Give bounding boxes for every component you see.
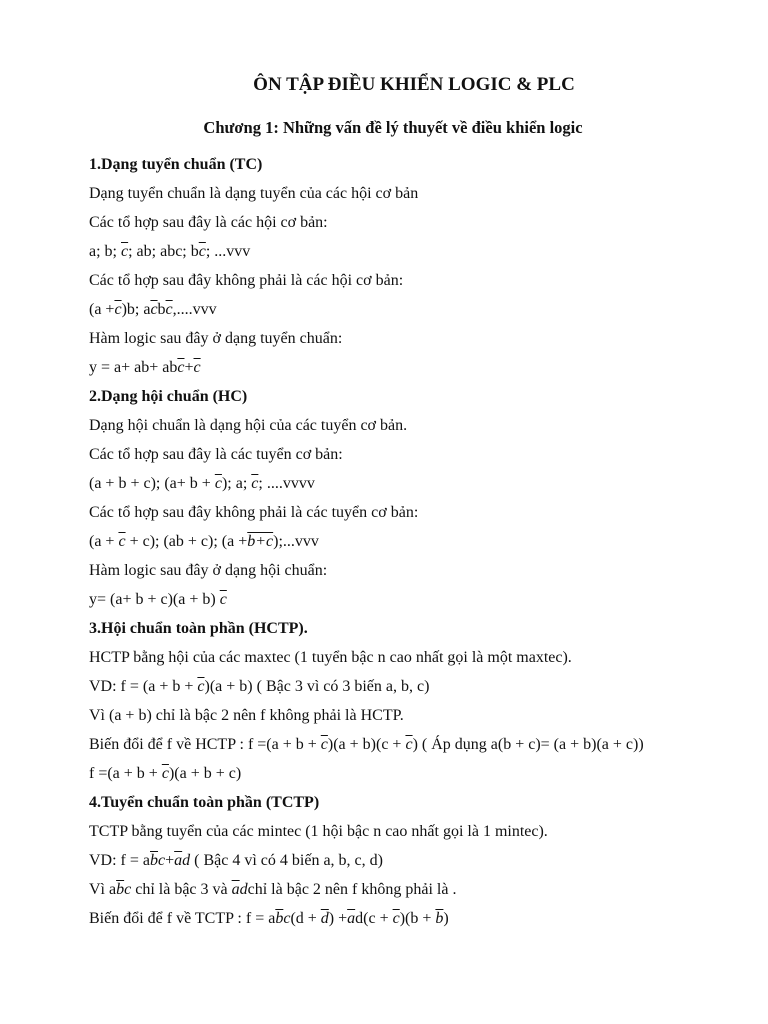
text-segment: Hàm logic sau đây ở dạng hội chuẩn: <box>89 562 328 579</box>
text-segment: Dạng hội chuẩn là dạng hội của các tuyển cơ bản. <box>89 417 408 434</box>
variable: c <box>283 910 291 927</box>
text-segment: Các tổ hợp sau đây không phải là các hội cơ bản: <box>89 272 404 289</box>
text-segment: HCTP bằng hội của các maxtec (1 tuyển bậc n cao nhất gọi là một maxtec). <box>89 649 572 666</box>
text-line <box>89 705 759 734</box>
text-segment: y = a+ ab+ ab <box>89 359 178 376</box>
negated-variable: $\overline{c}$ <box>118 533 126 550</box>
variable: d <box>182 852 191 869</box>
text-segment: 3.Hội chuẩn toàn phần (HCTP). <box>89 620 308 637</box>
text-segment: TCTP bằng tuyển của các mintec (1 hội bậc n cao nhất gọi là 1 mintec). <box>89 823 548 840</box>
text-line <box>89 502 759 531</box>
text-segment: (a + <box>89 301 115 318</box>
document-title: ÔN TẬP ĐIỀU KHIỂN LOGIC & PLC <box>253 74 575 95</box>
negated-variable: $\overline{c}$ <box>150 301 158 318</box>
text-segment: Hàm logic sau đây ở dạng tuyển chuẩn: <box>89 330 343 347</box>
text-segment: 1.Dạng tuyển chuẩn (TC) <box>89 156 263 173</box>
text-segment: ) ( Áp dụng a(b + c)= (a + b)(a + c)) <box>412 736 644 753</box>
text-line <box>89 560 759 589</box>
negated-variable: $\overline{c}$ <box>219 591 227 608</box>
variable: d <box>239 881 248 898</box>
text-segment: (a + b + c); (a+ b + <box>89 475 215 492</box>
text-line <box>89 879 759 908</box>
text-segment: )b; a <box>121 301 151 318</box>
negated-variable: $\overline{a}$ <box>231 881 240 898</box>
text-segment: b <box>157 301 166 318</box>
text-segment: d(c + <box>355 910 393 927</box>
text-line <box>89 589 759 618</box>
text-line <box>89 270 759 299</box>
text-line <box>89 734 759 763</box>
text-segment: + <box>184 359 194 376</box>
negated-variable: $\overline{c}$ <box>392 910 400 927</box>
text-line <box>89 415 759 444</box>
text-segment: a; b; <box>89 243 121 260</box>
text-segment: f =(a + b + <box>89 765 162 782</box>
text-segment: + <box>165 852 175 869</box>
negated-variable: $\overline{c}$ <box>405 736 413 753</box>
variable: c <box>124 881 132 898</box>
negated-variable: $\overline{a}$ <box>174 852 183 869</box>
section-heading <box>89 386 759 415</box>
negated-variable: $\overline{c}$ <box>114 301 122 318</box>
negated-variable: $\overline{c}$ <box>121 243 129 260</box>
chapter-heading: Chương 1: Những vấn đề lý thuyết về điều khiển logic <box>203 118 583 137</box>
text-line <box>89 676 759 705</box>
text-segment: ; ....vvvv <box>258 475 315 492</box>
text-line <box>89 357 759 386</box>
text-segment: ); a; <box>221 475 252 492</box>
text-line <box>89 328 759 357</box>
text-segment: ) + <box>328 910 348 927</box>
negated-variable: $\overline{b}$ <box>275 910 284 927</box>
text-segment: Biến đổi để f về HCTP : f =(a + b + <box>89 736 321 753</box>
text-line <box>89 821 759 850</box>
text-segment: (d + <box>290 910 321 927</box>
text-line <box>89 850 759 879</box>
text-segment: Các tổ hợp sau đây là các hội cơ bản: <box>89 214 328 231</box>
text-line <box>89 212 759 241</box>
text-segment: )(b + <box>399 910 436 927</box>
negated-variable: $\overline{c}$ <box>177 359 185 376</box>
text-segment: Vì (a + b) chỉ là bậc 2 nên f không phải là HCTP. <box>89 707 404 724</box>
text-line <box>89 299 759 328</box>
text-segment: ,....vvv <box>172 301 217 318</box>
text-segment: )(a + b + c) <box>168 765 242 782</box>
text-line <box>89 908 759 937</box>
text-line <box>89 183 759 212</box>
text-line <box>89 763 759 792</box>
negated-variable: $\overline{c}$ <box>197 678 205 695</box>
text-segment: ; ab; abc; b <box>128 243 199 260</box>
text-segment: );...vvv <box>273 533 319 550</box>
section-heading <box>89 154 759 183</box>
text-segment: chỉ là bậc 2 nên f không phải là . <box>247 881 457 898</box>
text-line <box>89 647 759 676</box>
negated-variable: $\overline{c}$ <box>193 359 201 376</box>
text-segment: )(a + b)(c + <box>327 736 406 753</box>
text-line <box>89 531 759 560</box>
text-segment: Dạng tuyển chuẩn là dạng tuyển của các hội cơ bản <box>89 185 419 202</box>
negated-variable: $\overline{d}$ <box>320 910 329 927</box>
text-segment: 4.Tuyển chuẩn toàn phần (TCTP) <box>89 794 320 811</box>
negated-variable: $\overline{c}$ <box>198 243 206 260</box>
negated-variable: b+c <box>247 533 274 550</box>
negated-variable: $\overline{c}$ <box>214 475 222 492</box>
negated-variable: $\overline{b}$ <box>435 910 444 927</box>
document-body <box>89 154 759 937</box>
text-segment: 2.Dạng hội chuẩn (HC) <box>89 388 248 405</box>
text-segment: Vì a <box>89 881 117 898</box>
text-segment: (a + <box>89 533 119 550</box>
variable: c <box>158 852 166 869</box>
section-heading <box>89 792 759 821</box>
text-line <box>89 444 759 473</box>
negated-variable: $\overline{c}$ <box>161 765 169 782</box>
negated-variable: $\overline{a}$ <box>347 910 356 927</box>
text-segment: VD: f = a <box>89 852 151 869</box>
text-segment: Các tổ hợp sau đây không phải là các tuyển cơ bản: <box>89 504 419 521</box>
negated-variable: $\overline{b}$ <box>150 852 159 869</box>
text-segment: ) <box>443 910 449 927</box>
section-heading <box>89 618 759 647</box>
negated-variable: $\overline{c}$ <box>165 301 173 318</box>
negated-variable: $\overline{b}$ <box>116 881 125 898</box>
text-segment: + c); (ab + c); (a + <box>125 533 248 550</box>
negated-variable: $\overline{c}$ <box>251 475 259 492</box>
text-line <box>89 473 759 502</box>
text-segment: chỉ là bậc 3 và <box>131 881 232 898</box>
text-segment: y= (a+ b + c)(a + b) <box>89 591 220 608</box>
text-segment: )(a + b) ( Bậc 3 vì có 3 biến a, b, c) <box>204 678 430 695</box>
text-segment: Biến đổi để f về TCTP : f = a <box>89 910 276 927</box>
text-line <box>89 241 759 270</box>
text-segment: Các tổ hợp sau đây là các tuyển cơ bản: <box>89 446 343 463</box>
negated-variable: $\overline{c}$ <box>320 736 328 753</box>
text-segment: VD: f = (a + b + <box>89 678 198 695</box>
text-segment: ( Bậc 4 vì có 4 biến a, b, c, d) <box>190 852 383 869</box>
text-segment: ; ...vvv <box>205 243 251 260</box>
